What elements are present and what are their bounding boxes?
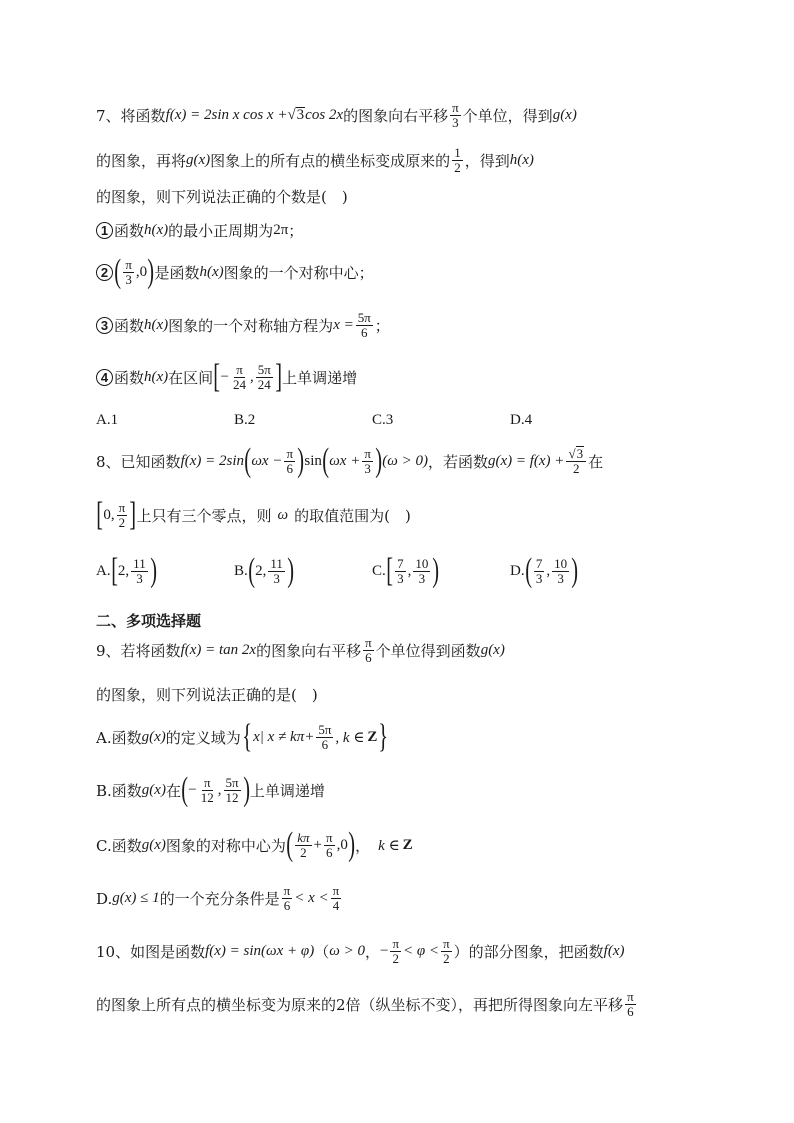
option-text: A.函数 [96, 728, 142, 747]
numerator: π [125, 256, 132, 272]
bracket-right: ] [275, 358, 282, 395]
fraction [316, 723, 333, 752]
q7-line2 [96, 146, 734, 175]
fraction [552, 557, 569, 586]
q9-option-d[interactable] [96, 884, 734, 913]
q7-text: 将函数 [120, 107, 166, 125]
q8-text: 在 [588, 452, 604, 471]
numerator: kπ [297, 829, 310, 845]
q8-text: 已知函数 [120, 452, 181, 471]
q7-line3 [96, 186, 734, 207]
numerator: 7 [397, 555, 404, 571]
numerator: 5π [318, 721, 332, 737]
q8-line1 [96, 442, 734, 479]
q7-hx: h(x) [509, 152, 534, 168]
q8-sin: sin [304, 452, 322, 469]
paren-left: ( [524, 552, 532, 589]
q10-fx: f(x) [603, 943, 625, 959]
q8-arg: ωx + [329, 452, 361, 469]
numerator: π [443, 936, 450, 951]
q9-prompt: 的图象，则下列说法正确的是( ) [96, 686, 318, 704]
fraction [441, 937, 452, 966]
q8-condition: (ω > 0) [382, 452, 428, 469]
fraction [324, 831, 335, 860]
axis-equation: x = [333, 317, 354, 333]
brace-right: } [378, 718, 389, 755]
inequality: g(x) ≤ 1 [112, 890, 160, 906]
numerator: π [392, 936, 400, 951]
q7-text: ，得到 [464, 152, 510, 170]
numerator: π [283, 883, 291, 898]
numerator: π [236, 361, 243, 377]
numerator: 5π [257, 361, 271, 377]
numerator: 1 [454, 145, 461, 160]
q7-number: 7、 [96, 107, 121, 125]
denominator: 12 [200, 789, 214, 805]
paren-right: ) [432, 552, 440, 589]
punctuation: ； [374, 317, 390, 335]
denominator: 3 [273, 570, 280, 586]
fraction [363, 636, 374, 665]
fraction [256, 363, 273, 392]
denominator: 6 [627, 1004, 634, 1019]
q7-line1 [96, 101, 734, 130]
q9-text: 若将函数 [120, 642, 181, 660]
paren-right: ) [375, 442, 382, 479]
denominator: 2 [300, 844, 307, 860]
minus-sign: − [220, 368, 229, 385]
bracket-left: [ [213, 358, 221, 395]
numerator: π [627, 989, 634, 1004]
denominator: 6 [283, 898, 291, 913]
inequality: < x < [294, 890, 329, 906]
option-text: D. [96, 889, 113, 908]
fraction [117, 501, 128, 530]
q7-function: f(x) = 2sin x cos x + [165, 107, 288, 123]
q7-option-d[interactable]: D.4 [510, 412, 533, 428]
fraction [395, 557, 406, 586]
hx: h(x) [144, 317, 169, 333]
paren-right: ) [348, 826, 355, 863]
q9-number: 9、 [96, 642, 121, 660]
q8-option-b[interactable] [234, 552, 294, 589]
section-heading: 二、多项选择题 [96, 612, 202, 630]
denominator: 6 [361, 325, 368, 340]
plus-sign: + [313, 836, 322, 853]
fraction [224, 776, 241, 805]
q7-text: 的图象，再将 [96, 152, 187, 170]
option-text: 的定义域为 [165, 728, 241, 747]
paren-left: ( [181, 771, 189, 808]
statement-text: 函数 [114, 317, 145, 335]
q7-gx: g(x) [552, 107, 577, 123]
q8-text: ，若函数 [427, 452, 488, 471]
paren-left: ( [322, 442, 329, 479]
q8-function: f(x) = 2sin [180, 452, 245, 469]
k-condition: k ∈ [378, 837, 400, 854]
denominator: 3 [535, 570, 543, 586]
gx: g(x) [141, 781, 166, 798]
sqrt-radicand: 3 [576, 446, 584, 461]
q10-text: ， [364, 943, 380, 961]
q10-text: （ [314, 943, 330, 961]
statement-text: 是函数 [154, 263, 200, 282]
numerator: π [286, 445, 294, 461]
fraction [566, 446, 586, 476]
domain-set: , k ∈ [335, 729, 365, 746]
statement-text: 在区间 [168, 368, 214, 387]
fraction [284, 447, 295, 476]
q7-cos: cos 2x [305, 107, 344, 123]
q9-option-a[interactable] [96, 718, 734, 755]
numerator: 5π [225, 774, 239, 790]
interval-low: 0, [103, 506, 115, 523]
paren-right: ) [149, 552, 157, 589]
fraction [331, 884, 342, 913]
option-text: 图象的对称中心为 [165, 836, 286, 855]
fraction [625, 990, 636, 1019]
fraction [295, 831, 311, 860]
omega-condition: ω > 0 [329, 943, 365, 959]
denominator: 6 [321, 736, 329, 752]
q9-line1 [96, 636, 734, 665]
punctuation: ， [355, 836, 371, 855]
paren-right: ) [297, 442, 305, 479]
paren-left: ( [244, 442, 252, 479]
denominator: 24 [232, 376, 246, 392]
denominator: 6 [365, 650, 372, 665]
fraction [450, 101, 461, 130]
fraction [131, 557, 148, 586]
q7-option-b[interactable]: B.2 [234, 412, 256, 428]
q9-gx: g(x) [480, 642, 505, 658]
brace-left: { [242, 718, 252, 755]
denominator: 3 [125, 271, 132, 287]
hx: h(x) [144, 368, 169, 385]
denominator: 3 [364, 460, 371, 476]
option-label: B. [234, 562, 248, 579]
numerator: 5π [357, 310, 371, 325]
gx: g(x) [141, 728, 166, 745]
denominator: 3 [136, 570, 143, 586]
interval-low: 2, [117, 562, 130, 579]
q10-line1 [96, 937, 734, 966]
numerator: 11 [133, 555, 146, 571]
circled-number: 3 [96, 317, 113, 334]
q8-option-c[interactable]: C. [ $\frac{7}{3}$ , $\frac{10}{3}$ ) [372, 552, 440, 589]
q8-number: 8、 [96, 452, 121, 471]
numerator: 10 [415, 555, 429, 571]
option-text: 上单调递增 [249, 781, 325, 800]
paren-right: ) [147, 253, 155, 290]
denominator: 12 [225, 789, 239, 805]
q8-line2 [96, 496, 734, 533]
numerator: π [203, 774, 211, 790]
q8-option-d[interactable]: D. ( $\frac{7}{3}$ , $\frac{10}{3}$ ) [510, 552, 579, 589]
q8-text: 上只有三个零点，则 [136, 506, 272, 525]
omega-symbol: ω [277, 506, 289, 523]
numerator: 10 [554, 555, 568, 571]
bracket-left: [ [96, 496, 104, 533]
q7-text: 图象上的所有点的横坐标变成原来的 [210, 152, 451, 170]
integer-set-symbol: Z [367, 728, 378, 745]
q10-text: ）的部分图象，把函数 [453, 943, 604, 961]
statement-text: 函数 [114, 222, 145, 240]
numerator: √ 3 [566, 446, 586, 462]
bracket-right: ] [129, 496, 137, 533]
denominator: 3 [452, 115, 459, 130]
paren-left: ( [248, 552, 255, 589]
statement-text: 图象的一个对称轴方程为 [168, 317, 334, 335]
paren-left: ( [114, 253, 122, 290]
statement-text: 的最小正周期为 [168, 222, 274, 240]
q9-option-b[interactable]: B.函数 g(x) 在 ( − $\frac{\pi}{12}$ , $\frac{5\pi}{12}$ ) 上单调递增 [96, 771, 325, 808]
hx: h(x) [144, 222, 169, 238]
q8-option-a[interactable] [96, 552, 157, 589]
paren-left: ( [286, 826, 293, 863]
q9-line2 [96, 684, 734, 705]
q7-prompt: 的图象，则下列说法正确的个数是( ) [96, 188, 348, 206]
denominator: 4 [332, 898, 340, 913]
q8-text: 的取值范围为( ) [294, 506, 411, 525]
q8-arg: ωx − [251, 452, 283, 469]
sqrt-3: √ 3 [287, 107, 305, 123]
q9-text: 个单位得到函数 [375, 642, 481, 660]
q9-function: f(x) = tan 2x [180, 642, 257, 658]
denominator: 2 [118, 514, 126, 530]
q10-text: 如图是函数 [130, 943, 206, 961]
fraction [231, 363, 248, 392]
interval-low: 2, [255, 562, 267, 579]
denominator: 3 [557, 570, 564, 586]
denominator: 6 [286, 460, 293, 476]
numerator: π [332, 883, 340, 898]
denominator: 6 [326, 844, 333, 860]
option-label: A. [96, 562, 111, 579]
option-text: 在 [165, 781, 181, 800]
sqrt-radicand: 3 [296, 107, 305, 123]
fraction [534, 557, 545, 586]
minus-sign: − [379, 943, 389, 959]
statement-text: 函数 [114, 368, 145, 387]
denominator: 24 [257, 376, 271, 392]
denominator: 2 [392, 951, 399, 966]
numerator: 11 [270, 555, 283, 571]
option-label: C. [372, 562, 386, 579]
denominator: 3 [397, 570, 404, 586]
denominator: 2 [573, 461, 580, 476]
paren-right: ) [242, 771, 250, 808]
q7-statement-1 [96, 220, 734, 241]
numerator: π [365, 635, 372, 650]
q7-option-a[interactable]: A.1 [96, 412, 119, 428]
q7-option-c[interactable]: C.3 [372, 412, 394, 428]
fraction [268, 557, 285, 586]
q10-text: 的图象上所有点的横坐标变为原来的2倍（纵坐标不变），再把所得图象向左平移 [96, 996, 624, 1014]
hx: h(x) [199, 263, 224, 280]
denominator: 2 [443, 951, 450, 966]
gx: g(x) [141, 836, 166, 853]
option-text: 的一个充分条件是 [159, 890, 280, 908]
denominator: 3 [418, 570, 426, 586]
q7-statement-3 [96, 311, 734, 340]
option-text: C.函数 [96, 836, 142, 855]
fraction [282, 884, 293, 913]
fraction [199, 776, 216, 805]
option-text: B.函数 [96, 781, 142, 800]
fraction [362, 447, 373, 476]
punctuation: ； [288, 222, 304, 240]
domain-set: x| x ≠ kπ+ [253, 728, 315, 745]
q10-number: 10、 [96, 943, 131, 961]
numerator: π [325, 829, 333, 845]
circled-number: 4 [96, 369, 113, 386]
q10-function: f(x) = sin(ωx + φ) [205, 943, 315, 959]
fraction [123, 258, 134, 287]
q7-gx: g(x) [186, 152, 211, 168]
numerator: 7 [535, 555, 543, 571]
option-label: D. [510, 562, 525, 579]
q9-text: 的图象向右平移 [256, 642, 362, 660]
circled-number: 1 [96, 222, 113, 239]
circled-number: 2 [96, 264, 113, 281]
statement-text: 上单调递增 [282, 368, 358, 387]
numerator: π [452, 100, 459, 115]
fraction [356, 311, 373, 340]
paren-right: ) [571, 552, 579, 589]
period-value: 2π [273, 222, 289, 238]
q7-statement-2 [96, 253, 734, 290]
minus-sign: − [188, 781, 197, 798]
phi-condition: < φ < [403, 943, 440, 959]
numerator: π [364, 445, 371, 461]
coordinate-tail: ,0 [135, 263, 148, 280]
bracket-left: [ [110, 552, 118, 589]
q9-option-c[interactable] [96, 826, 734, 863]
coordinate-tail: ,0 [336, 836, 348, 853]
fraction [452, 146, 463, 175]
q7-text: 个单位，得到 [462, 107, 553, 125]
bracket-left: [ [386, 552, 393, 589]
denominator: 2 [454, 160, 461, 175]
q8-gx: g(x) = f(x) + [487, 452, 565, 469]
integer-set-symbol: Z [402, 836, 413, 853]
numerator: π [118, 499, 126, 515]
q7-statement-4: 4 函数 h(x) 在区间 [ − $\frac{\pi}{24}$ , $\frac{5\pi}{24}$ ] 上单调递增 [96, 362, 734, 392]
fraction [413, 557, 430, 586]
q10-line2 [96, 990, 734, 1019]
statement-text: 图象的一个对称中心； [223, 263, 374, 282]
fraction [390, 937, 401, 966]
paren-right: ) [287, 552, 294, 589]
q7-text: 的图象向右平移 [343, 107, 449, 125]
